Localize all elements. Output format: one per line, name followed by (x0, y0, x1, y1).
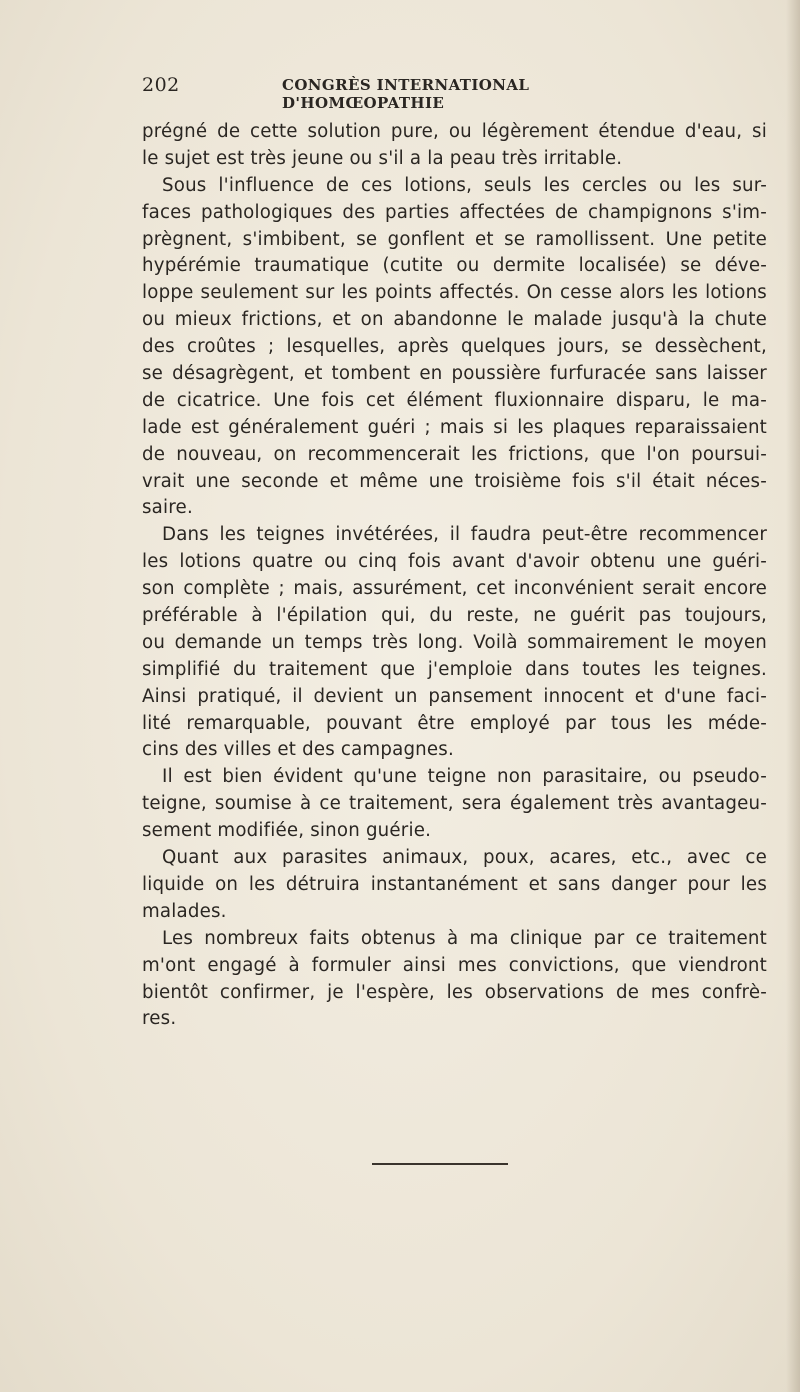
text-line: cins des villes et des campagnes. (142, 739, 454, 761)
page-number: 202 (142, 74, 180, 96)
text-line: malades. (142, 900, 227, 922)
page-header (142, 74, 642, 112)
text-line: Ainsi pratiqué, il devient un pansement innocent et d'une faci- (142, 685, 767, 707)
text-line: se désagrègent, et tombent en poussière furfuracée sans laisser (142, 363, 767, 385)
text-line: faces pathologiques des parties affectées de champignons s'im- (142, 201, 767, 223)
text-line: simplifié du traitement que j'emploie dans toutes les teignes. (142, 658, 767, 680)
text-line: saire. (142, 497, 193, 519)
paragraph-start-line: Quant aux parasites animaux, poux, acares, etc., avec ce (162, 847, 767, 869)
text-line: res. (142, 1008, 177, 1030)
text-line: lade est généralement guéri ; mais si les plaques reparaissaient (142, 416, 767, 438)
text-line: son complète ; mais, assurément, cet inconvénient serait encore (142, 578, 767, 600)
text-line: préférable à l'épilation qui, du reste, ne guérit pas toujours, (142, 605, 767, 627)
text-line: les lotions quatre ou cinq fois avant d'avoir obtenu une guéri- (142, 551, 767, 573)
paragraph-start-line: Dans les teignes invétérées, il faudra peut-être recommencer (162, 524, 767, 546)
paragraph-start-line: Sous l'influence de ces lotions, seuls les cercles ou les sur- (162, 174, 767, 196)
text-line: lité remarquable, pouvant être employé par tous les méde- (142, 712, 767, 734)
text-line: vrait une seconde et même une troisième fois s'il était néces- (142, 470, 767, 492)
text-line: teigne, soumise à ce traitement, sera également très avantageu- (142, 793, 767, 815)
text-line: le sujet est très jeune ou s'il a la peau très irritable. (142, 147, 623, 169)
text-line: prègnent, s'imbibent, se gonflent et se ramollissent. Une petite (142, 228, 767, 250)
text-line: sement modifiée, sinon guérie. (142, 820, 432, 842)
text-line: hypérémie traumatique (cutite ou dermite localisée) se déve- (142, 255, 767, 277)
text-line: liquide on les détruira instantanément et sans danger pour les (142, 873, 767, 895)
paragraph-start-line: Il est bien évident qu'une teigne non parasitaire, ou pseudo- (162, 766, 767, 788)
running-title: CONGRÈS INTERNATIONAL D'HOMŒOPATHIE (282, 76, 530, 112)
text-line: des croûtes ; lesquelles, après quelques jours, se dessèchent, (142, 336, 767, 358)
text-line: ou mieux frictions, et on abandonne le malade jusqu'à la chute (142, 309, 767, 331)
body-text (142, 119, 767, 1033)
text-line: loppe seulement sur les points affectés. On cesse alors les lotions (142, 282, 767, 304)
text-line: ou demande un temps très long. Voilà sommairement le moyen (142, 631, 767, 653)
end-rule (372, 1163, 508, 1165)
text-line: prégné de cette solution pure, ou légèrement étendue d'eau, si (142, 121, 767, 142)
text-line: m'ont engagé à formuler ainsi mes convictions, que viendront (142, 954, 767, 976)
paragraph-start-line: Les nombreux faits obtenus à ma clinique par ce traitement (162, 927, 767, 949)
text-line: de nouveau, on recommencerait les frictions, que l'on poursui- (142, 443, 767, 465)
text-line: bientôt confirmer, je l'espère, les observations de mes confrè- (142, 981, 767, 1003)
text-line: de cicatrice. Une fois cet élément fluxionnaire disparu, le ma- (142, 389, 767, 411)
